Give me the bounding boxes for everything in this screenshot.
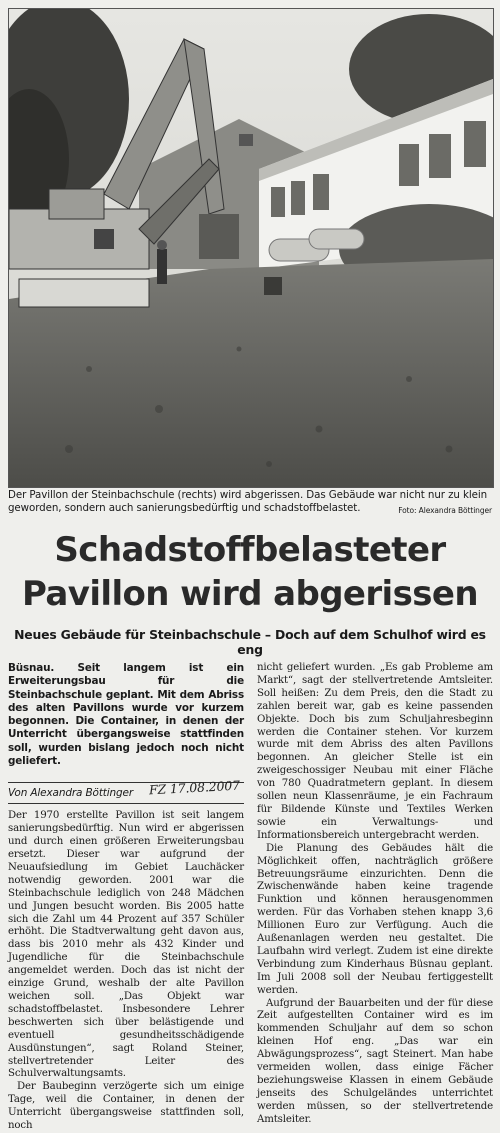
byline [8, 778, 244, 804]
article-photo [8, 8, 494, 488]
paragraph-right-3: Aufgrund der Bauarbeiten und der für diese Zeit aufgestellten Container wird es im kommenden Schuljahr auf dem so schon kleinen Hof eng. „Das war ein Abwägungsprozess“, sagt Steinert. Man habe vermeiden wollen, dass einige Fächer beziehungsweise Klassen in einem Gebäude jenseits des Schulgeländes unterrichtet werden müssen, so der stellvertretende Amtsleiter. [257, 997, 493, 1125]
paragraph-right-2: Die Planung des Gebäudes hält die Möglichkeit offen, nachträglich größere Betreuungsräume einzurichten. Denn die Zwischenwände haben keine tragende Funktion und können herausgenommen werden. Für das Vorhaben stehen knapp 3,6 Millionen Euro zur Verfügung. Auch die Außenanlagen werden neu gestaltet. Die Laufbahn wird verlegt. Zudem ist eine direkte Verbindung zum Kinderhaus Büsnau geplant. Im Juli 2008 soll der Neubau fertiggestellt werden. [257, 842, 493, 996]
handwritten-date-note: FZ 17.08.2007 [148, 778, 241, 798]
author-name: Von Alexandra Böttinger [8, 787, 134, 800]
caption-text: Der Pavillon der Steinbachschule (rechts) wird abgerissen. Das Gebäude war nicht nur zu klein geworden, sondern auch sanierungsbedürftig und schadstoffbelastet. [8, 489, 488, 514]
subheadline: Neues Gebäude für Steinbachschule – Doch auf dem Schulhof wird es eng [14, 627, 486, 657]
headline-line-1: Schadstoffbelasteter [54, 530, 446, 570]
headline-line-2: Pavillon wird abgerissen [22, 574, 478, 614]
paragraph-left-1: Der 1970 erstellte Pavillon ist seit langem sanierungsbedürftig. Nun wird er abgerissen und durch einen größeren Erweiterungsbau ersetzt. Dieser war aufgrund der Neuaufsiedlung im Gebiet Lauchäcker notwendig geworden. 2001 war die Steinbachschule lediglich von 248 Mädchen und Jungen besucht worden. Bis 2005 hatte sich die Zahl um 44 Prozent auf 357 Schüler erhöht. Die Stadtverwaltung geht davon aus, dass bis 2010 mehr als 432 Kinder und Jugendliche für die Steinbachschule angemeldet werden. Doch das ist nicht der einzige Grund, weshalb der alte Pavillon weichen soll. „Das Objekt war schadstoffbelastet. Insbesondere Lehrer beschwerten sich über belästigende und eventuell gesundheitsschädigende Ausdünstungen“, sagt Roland Steiner, stellvertretender Leiter des Schulverwaltungsamts. [8, 810, 244, 1080]
lead-text: Seit langem ist ein Erweiterungsbau für die Steinbachschule geplant. Mit dem Abriss des alten Pavillons wurde vor kurzem begonnen. Die Container, in denen der Unterricht übergangsweise stattfinden soll, wurden bislang jedoch noch nicht geliefert. [8, 662, 244, 768]
lead-place: Büsnau. [8, 662, 55, 674]
photo-caption [8, 489, 492, 517]
column-left [8, 662, 244, 1133]
photo-credit: Foto: Alexandra Böttinger [398, 506, 492, 515]
construction-site-illustration [9, 9, 493, 487]
paragraph-left-2: Der Baubeginn verzögerte sich um einige Tage, weil die Container, in denen der Unterricht übergangsweise stattfinden soll, noch [8, 1081, 244, 1132]
headline [8, 528, 492, 616]
paragraph-right-1: nicht geliefert wurden. „Es gab Probleme am Markt“, sagt der stellvertretende Amtsleiter. Soll heißen: Zu dem Preis, den die Stadt zu zahlen bereit war, gab es keine passenden Objekte. Doch bis zum Schuljahresbeginn werden die Container stehen. Vor kurzem wurde mit dem Abriss des alten Pavillons begonnen. An gleicher Stelle ist ein zweigeschossiger Neubau mit einer Fläche von 780 Quadratmetern geplant. In diesem sollen neun Klassenräume, je ein Fachraum für Bildende Künste und Textiles Werken sowie ein Verwaltungs- und Informationsbereich untergebracht werden. [257, 662, 493, 841]
column-right [257, 662, 493, 1127]
lead-paragraph [8, 662, 244, 768]
